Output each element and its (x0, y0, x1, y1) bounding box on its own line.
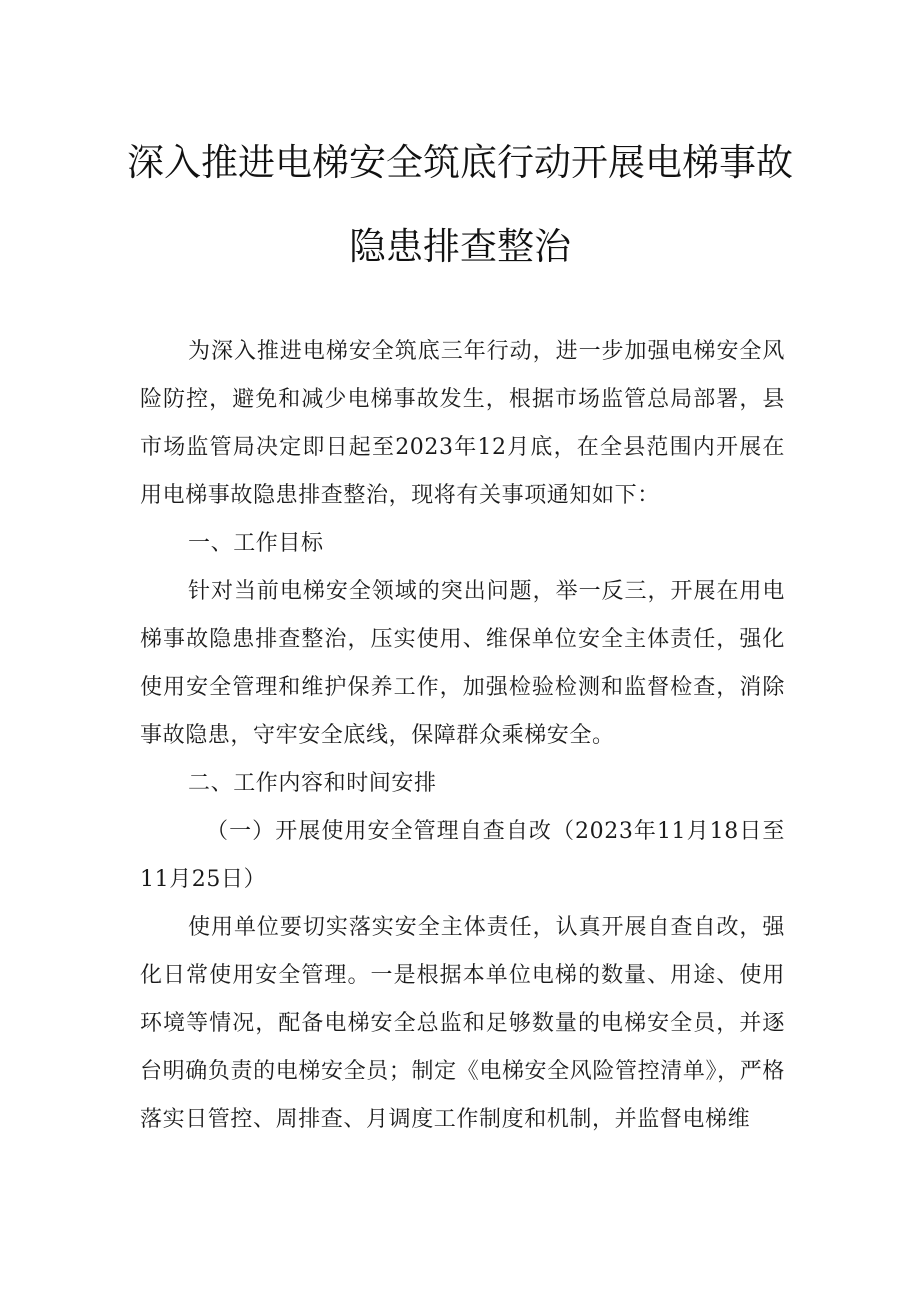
document-title-line-2: 隐患排查整治 (349, 225, 571, 268)
intro-paragraph: 为深入推进电梯安全筑底三年行动，进一步加强电梯安全风险防控，避免和减少电梯事故发生，根据市场监管总局部署，县市场监管局决定即日起至2023年12月底，在全县范围内开展在用电梯事故隐患排查整治，现将有关事项通知如下： (140, 339, 785, 508)
work-goal-paragraph: 针对当前电梯安全领域的突出问题，举一反三，开展在用电梯事故隐患排查整治，压实使用、维保单位安全主体责任，强化使用安全管理和维护保养工作，加强检验检测和监督检查，消除事故隐患，守牢安全底线，保障群众乘梯安全。 (140, 579, 785, 748)
document-body (140, 328, 785, 1144)
document-title-line-1: 深入推进电梯安全筑底行动开展电梯事故 (127, 141, 793, 184)
self-inspection-paragraph: 使用单位要切实落实安全主体责任，认真开展自查自改，强化日常使用安全管理。一是根据本单位电梯的数量、用途、使用环境等情况，配备电梯安全总监和足够数量的电梯安全员，并逐台明确负责的电梯安全员；制定《电梯安全风险管控清单》，严格落实日管控、周排查、月调度工作制度和机制，并监督电梯维 (140, 915, 785, 1132)
section-heading-content-schedule: 二、工作内容和时间安排 (188, 771, 437, 796)
section-heading-work-goal: 一、工作目标 (188, 531, 324, 556)
subsection-heading-self-inspection: （一）开展使用安全管理自查自改（2023年11月18日至11月25日） (140, 819, 785, 892)
